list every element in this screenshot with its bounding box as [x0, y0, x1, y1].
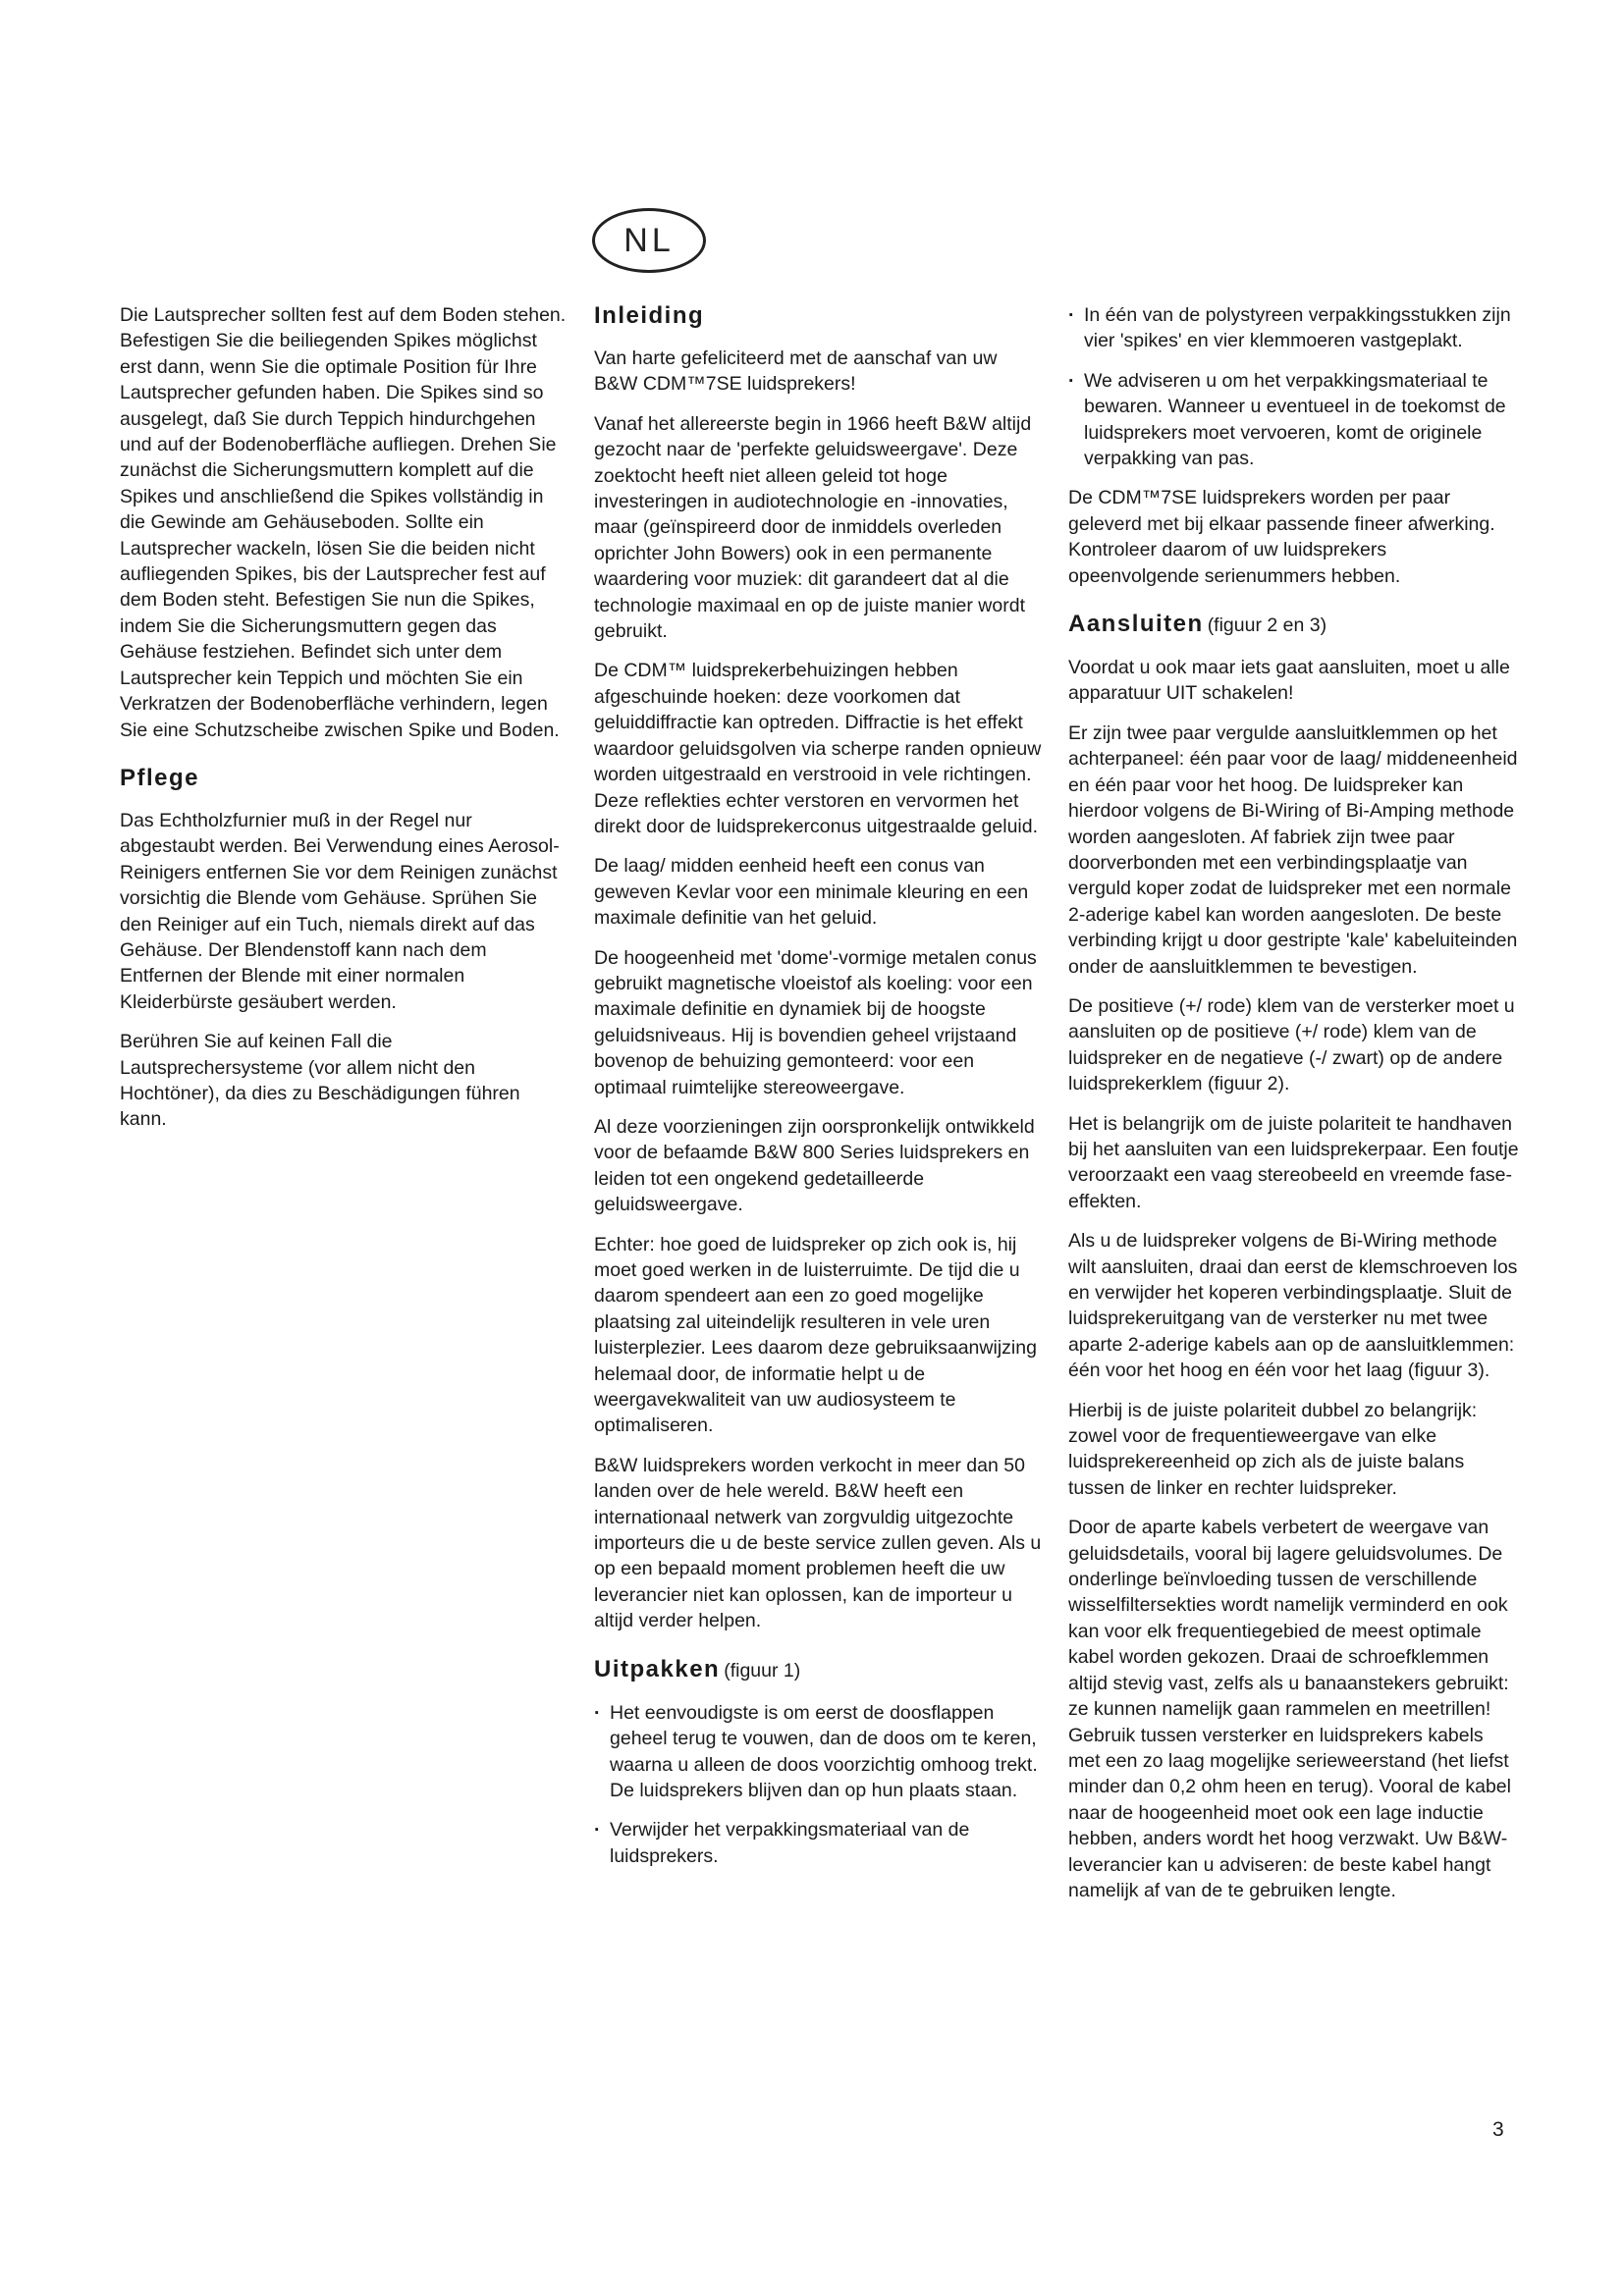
- heading-pflege: Pflege: [120, 764, 200, 791]
- language-badge-nl: NL: [592, 208, 706, 273]
- pflege-paragraph-1: Das Echtholzfurnier muß in der Regel nur abgestaubt werden. Bei Verwendung eines Aerosol-Reinigers entfernen Sie vor dem Reinigen zunächst vorsichtig die Blende vom Gehäuse. Sprühen Sie den Reiniger auf ein Tuch, niemals direkt auf das Gehäuse. Der Blendenstoff kann nach dem Entfernen der Blende mit einer normalen Kleiderbürste gesäubert werden.: [120, 809, 560, 1013]
- aansluiten-paragraph-7: Door de aparte kabels verbetert de weergave van geluidsdetails, vooral bij lagere geluidsvolumes. De onderlinge beïnvloeding tussen de verschillende wisselfiltersekties wordt namelijk verminderd en ook kan voor elk frequentiegebied de meest optimale kabel worden gekozen. Draai de schroefklemmen altijd stevig vast, zelfs als u banaanstekers gebruikt: ze kunnen namelijk gaan rammelen en meetrillen! Gebruik tussen versterker en luidsprekers kabels met een zo laag mogelijke serieweerstand (het liefst minder dan 0,2 ohm heen en terug). Vooral de kabel naar de hoogeenheid moet ook een lage inductie hebben, anders wordt het hoog verzwakt. Uw B&W-leverancier kan u adviseren: de beste kabel hangt namelijk af van de te gebruiken lengte.: [1068, 1517, 1511, 1901]
- uitpakken-list: [594, 1700, 1046, 1869]
- inleiding-paragraph-7: Echter: hoe goed de luidspreker op zich ook is, hij moet goed werken in de luisterruimte. De tijd die u daarom spendeert aan een zo goed mogelijke plaatsing zal uiteindelijk resulteren in vele uren luisterplezier. Lees daarom deze gebruiksaanwijzing helemaal door, de informatie helpt u de weergavekwaliteit van uw audiosysteem te optimaliseren.: [594, 1233, 1037, 1437]
- list-item: · Het eenvoudigste is om eerst de doosflappen geheel terug te vouwen, dan de doos om te keren, waarna u alleen de doos voorzichtig omhoog trekt. De luidsprekers blijven dan op hun plaats staan.: [594, 1700, 1046, 1804]
- heading-inleiding: Inleiding: [594, 302, 705, 329]
- column-aansluiten: [1068, 302, 1520, 1917]
- inleiding-paragraph-4: De laag/ midden eenheid heeft een conus van geweven Kevlar voor een minimale kleuring en een maximale definitie van het geluid.: [594, 855, 1029, 930]
- inleiding-paragraph-5: De hoogeenheid met 'dome'-vormige metalen conus gebruikt magnetische vloeistof als koeling: voor een maximale definitie en dynamiek bij de hoogste geluidsniveaus. Hij is bovendien geheel vrijstaand bovenop de behuizing gemonteerd: voor een optimaal ruimtelijke stereoweergave.: [594, 946, 1037, 1098]
- heading-aansluiten-figure-ref: (figuur 2 en 3): [1207, 614, 1327, 637]
- heading-uitpakken-figure-ref: (figuur 1): [724, 1659, 801, 1682]
- list-item: · We adviseren u om het verpakkingsmateriaal te bewaren. Wanneer u eventueel in de toekomst de luidsprekers moet vervoeren, komt de originele verpakking van pas.: [1068, 368, 1520, 472]
- heading-aansluiten-title: Aansluiten: [1068, 611, 1204, 638]
- inleiding-paragraph-6: Al deze voorzieningen zijn oorspronkelijk ontwikkeld voor de befaamde B&W 800 Series luidsprekers en leiden tot een ongekend gedetailleerde geluidsweergave.: [594, 1115, 1035, 1216]
- aansluiten-paragraph-5: Als u de luidspreker volgens de Bi-Wiring methode wilt aansluiten, draai dan eerst de klemschroeven los en verwijder het koperen verbindingsplaatje. Sluit de luidsprekeruitgang van de versterker nu met twee aparte 2-aderige kabels aan op de aansluitklemmen: één voor het hoog en één voor het laag (figuur 3).: [1068, 1230, 1518, 1382]
- aansluiten-paragraph-1: Voordat u ook maar iets gaat aansluiten, moet u alle apparatuur UIT schakelen!: [1068, 657, 1510, 705]
- aansluiten-paragraph-3: De positieve (+/ rode) klem van de versterker moet u aansluiten op de positieve (+/ rode) klem van de luidspreker en de negatieve (-/ zwart) op de andere luidsprekerklem (figuur 2).: [1068, 994, 1515, 1095]
- list-item: · Verwijder het verpakkingsmateriaal van de luidsprekers.: [594, 1817, 1046, 1869]
- column-german-continued: [120, 302, 571, 1147]
- inleiding-paragraph-2: Vanaf het allereerste begin in 1966 heeft B&W altijd gezocht naar de 'perfekte geluidsweergave'. Deze zoektocht heeft niet alleen geleid tot hoge investeringen in audiotechnologie en -innovaties, maar (geïnspireerd door de inmiddels overleden oprichter John Bowers) ook in een permanente waardering voor muziek: dit garandeert dat al die technologie maximaal en op de juiste manier wordt gebruikt.: [594, 412, 1032, 643]
- heading-uitpakken-title: Uitpakken: [594, 1655, 721, 1682]
- list-item: · In één van de polystyreen verpakkingsstukken zijn vier 'spikes' en vier klemmoeren vastgeplakt.: [1068, 302, 1520, 354]
- page-number: 3: [1492, 2118, 1504, 2141]
- column-inleiding: [594, 302, 1046, 1883]
- aansluiten-paragraph-4: Het is belangrijk om de juiste polariteit te handhaven bij het aansluiten van een luidsprekerpaar. Een foutje veroorzaakt een vaag stereobeeld en vreemde fase-effekten.: [1068, 1112, 1519, 1212]
- aansluiten-paragraph-2: Er zijn twee paar vergulde aansluitklemmen op het achterpaneel: één paar voor de laag/ middeneenheid en één paar voor het hoog. De luidspreker kan hierdoor volgens de Bi-Wiring of Bi-Amping methode worden aangesloten. Af fabriek zijn twee paar doorverbonden met een verbindingsplaatje van verguld koper zodat de luidspreker met een normale 2-aderige kabel kan worden aangesloten. De beste verbinding krijgt u door gestripte 'kale' kabeluiteinden onder de aansluitklemmen te bevestigen.: [1068, 721, 1518, 978]
- inleiding-paragraph-3: De CDM™ luidsprekerbehuizingen hebben afgeschuinde hoeken: deze voorkomen dat geluiddiffractie kan optreden. Diffractie is het effekt waardoor geluidsgolven via scherpe randen opnieuw worden uitgestraald en verstrooid in vele richtingen. Deze reflekties echter verstoren en vervormen het direkt door de luidsprekerconus uitgestraalde geluid.: [594, 660, 1042, 837]
- heading-uitpakken: [594, 1656, 1046, 1684]
- inleiding-paragraph-8: B&W luidsprekers worden verkocht in meer dan 50 landen over de hele wereld. B&W heeft een internationaal netwerk van zorgvuldig uitgezochte importeurs die u de beste service zullen geven. Als u op een bepaald moment problemen heeft die uw leverancier niet kan oplossen, kan de importeur u altijd verder helpen.: [594, 1454, 1042, 1632]
- serial-paragraph: De CDM™7SE luidsprekers worden per paar geleverd met bij elkaar passende fineer afwerking. Kontroleer daarom of uw luidsprekers opeenvolgende serienummers hebben.: [1068, 487, 1495, 587]
- heading-aansluiten: [1068, 611, 1520, 639]
- pflege-paragraph-2: Berühren Sie auf keinen Fall die Lautsprechersysteme (vor allem nicht den Hochtöner), da dies zu Beschädigungen führen kann.: [120, 1031, 520, 1131]
- inleiding-paragraph-1: Van harte gefeliciteerd met de aanschaf van uw B&W CDM™7SE luidsprekers!: [594, 347, 998, 396]
- aansluiten-paragraph-6: Hierbij is de juiste polariteit dubbel zo belangrijk: zowel voor de frequentieweergave van elke luidsprekereenheid op zich als de juiste balans tussen de linker en rechter luidspreker.: [1068, 1399, 1478, 1499]
- uitpakken-list-continued: [1068, 302, 1520, 471]
- spikes-paragraph: Die Lautsprecher sollten fest auf dem Boden stehen. Befestigen Sie die beiliegenden Spikes möglichst erst dann, wenn Sie die optimale Position für Ihre Lautsprecher gefunden haben. Die Spikes sind so ausgelegt, daß Sie durch Teppich hindurchgehen und auf der Bodenoberfläche aufliegen. Drehen Sie zunächst die Sicherungsmuttern komplett auf die Spikes und anschließend die Spikes vollständig in die Gewinde am Gehäuseboden. Sollte ein Lautsprecher wackeln, lösen Sie die beiden nicht aufliegenden Spikes, bis der Lautsprecher fest auf dem Boden steht. Befestigen Sie nun die Spikes, indem Sie die Sicherungsmuttern gegen das Gehäuse festziehen. Befindet sich unter dem Lautsprecher kein Teppich und möchten Sie ein Verkratzen der Bodenoberfläche verhindern, legen Sie eine Schutzscheibe zwischen Spike und Boden.: [120, 304, 567, 741]
